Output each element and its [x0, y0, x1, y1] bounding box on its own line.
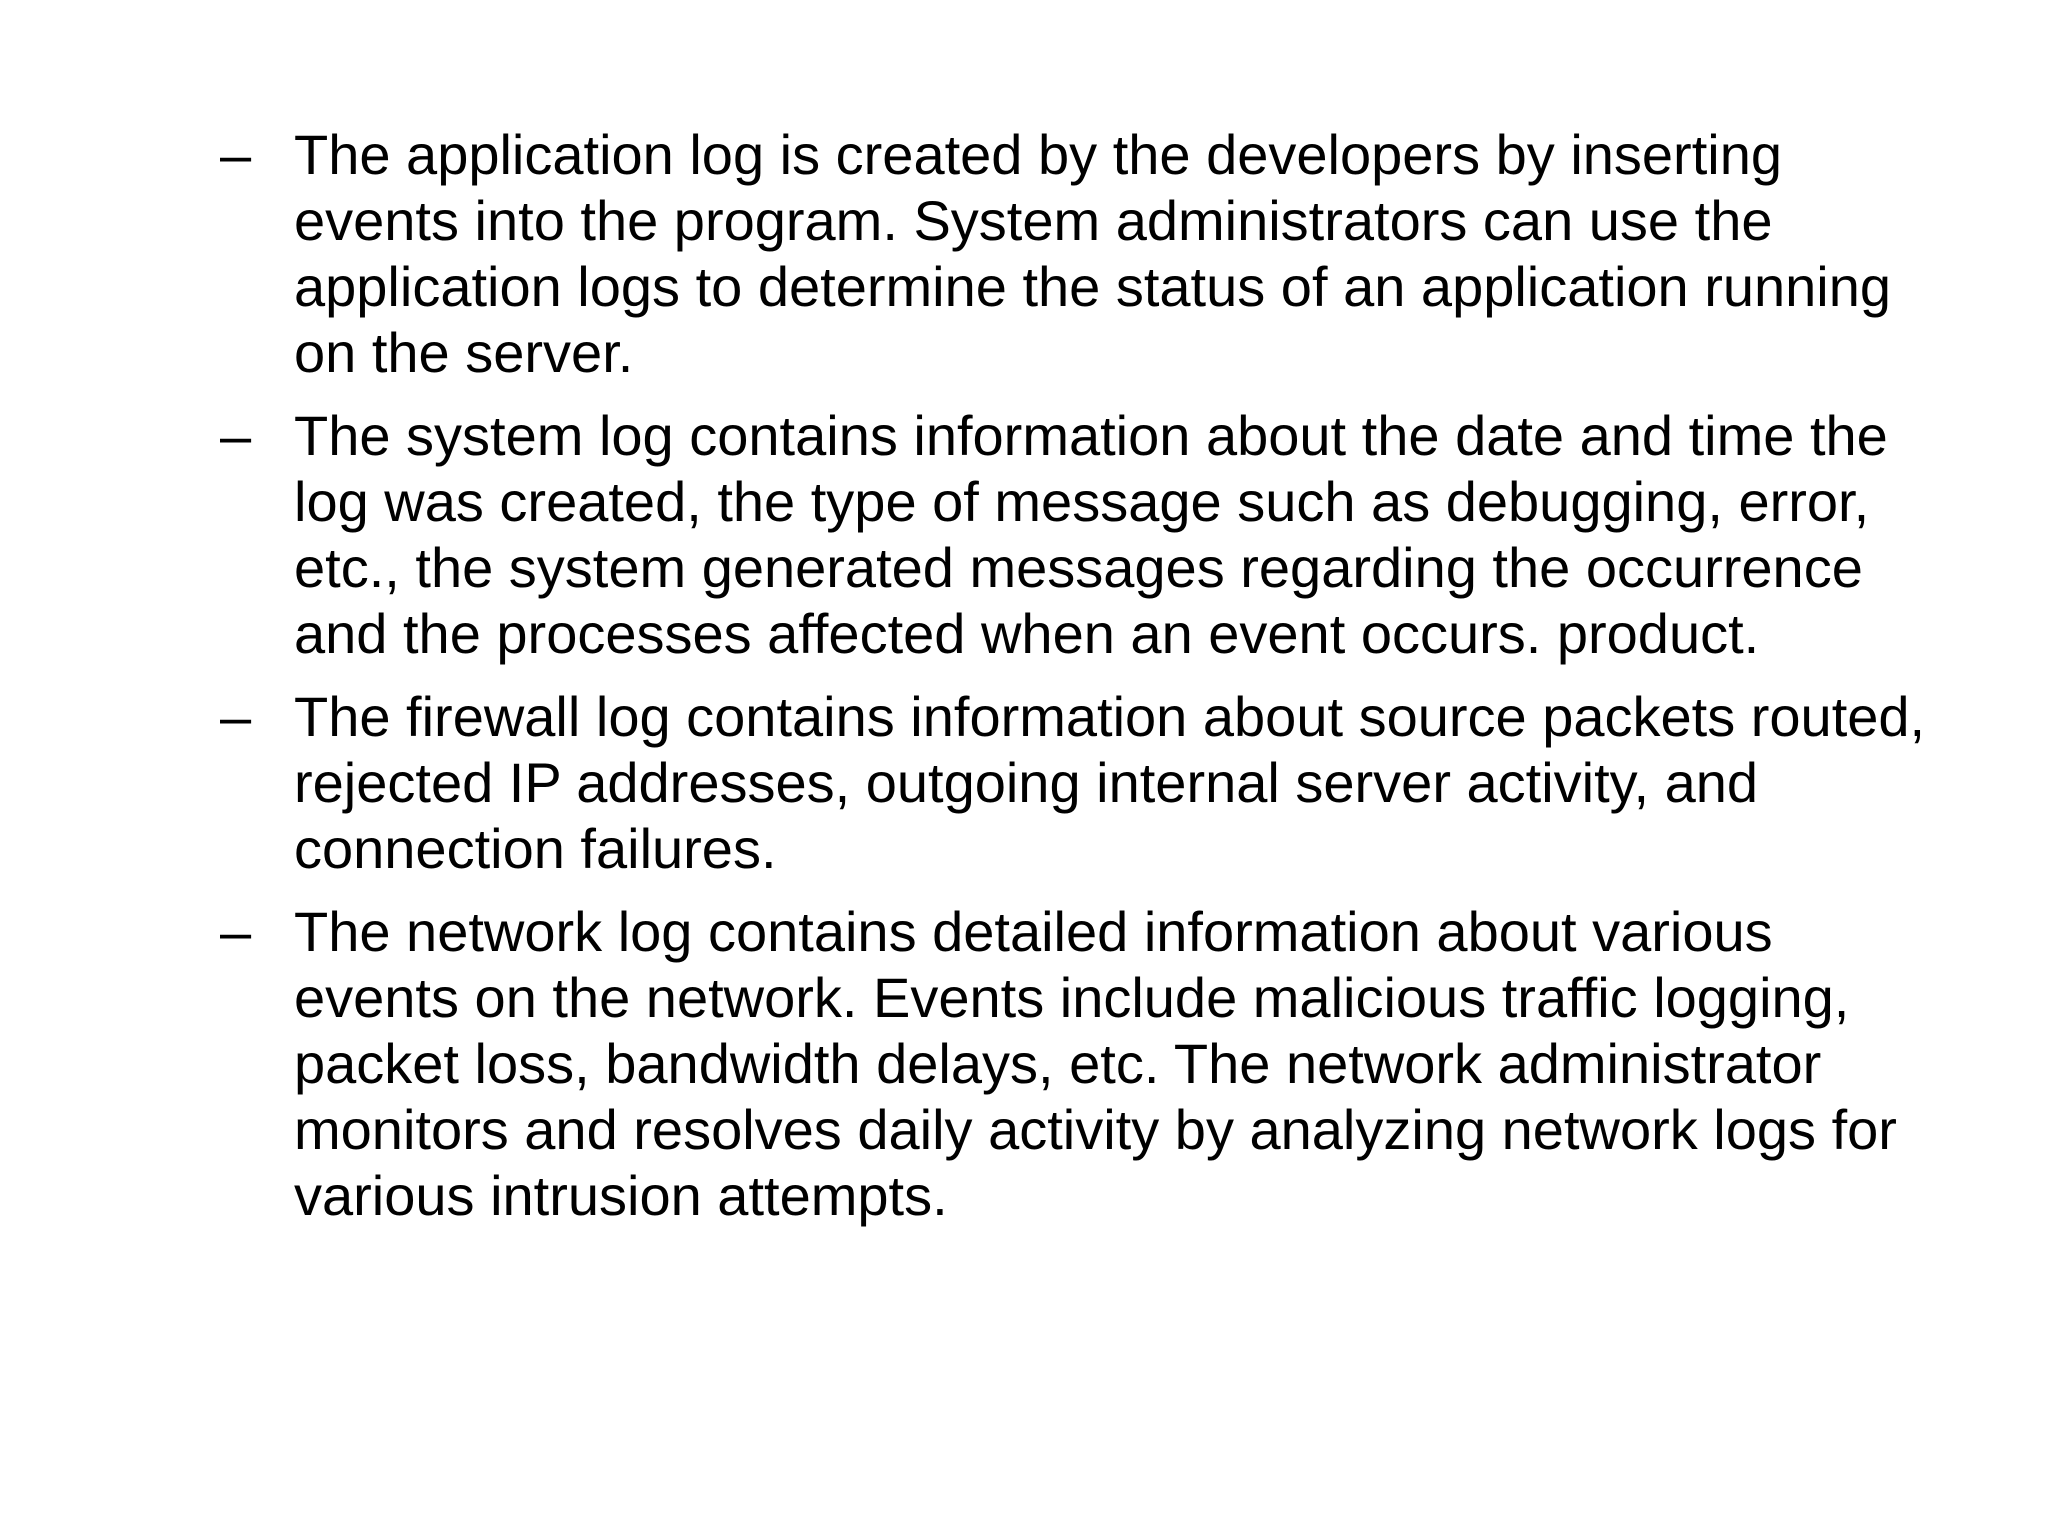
- bullet-text-firewall-log: The firewall log contains information about source packets routed, rejected IP addresses, outgoing internal server activity, and connection failures.: [294, 685, 1926, 880]
- bullet-text-network-log: The network log contains detailed information about various events on the network. Events include malicious traffic logging, packet loss, bandwidth delays, etc. The network administrator monitors and resolves daily activity by analyzing network logs for various intrusion attempts.: [294, 900, 1897, 1227]
- bullet-dash: –: [220, 404, 252, 467]
- bullet-text-application-log: The application log is created by the developers by inserting events into the program. System administrators can use the application logs to determine the status of an application running on the server.: [294, 123, 1892, 384]
- list-item: [220, 899, 1940, 1229]
- bullet-text-system-log: The system log contains information about the date and time the log was created, the type of message such as debugging, error, etc., the system generated messages regarding the occurrence and the processes affected when an event occurs. product.: [294, 404, 1888, 665]
- list-item: [220, 122, 1940, 386]
- bullet-dash: –: [220, 900, 252, 963]
- list-item: [220, 684, 1940, 882]
- list-item: [220, 403, 1940, 667]
- bullet-dash: –: [220, 123, 252, 186]
- bullet-dash: –: [220, 685, 252, 748]
- bullet-list: [220, 122, 1940, 1246]
